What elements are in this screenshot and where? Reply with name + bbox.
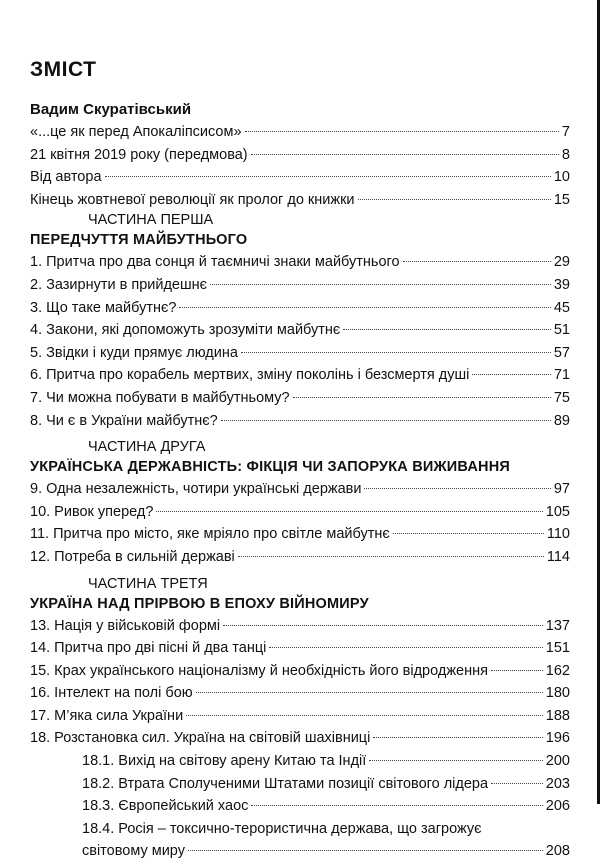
toc-page-number: 162	[545, 662, 570, 679]
toc-entry-text: 9. Одна незалежність, чотири українські держави	[30, 481, 362, 498]
toc-entry	[30, 682, 570, 705]
dot-leader	[196, 692, 543, 693]
toc-page-number: 200	[545, 753, 570, 770]
dot-leader	[358, 199, 551, 200]
dot-leader	[293, 397, 551, 398]
part-heading: ПЕРЕДЧУТТЯ МАЙБУТНЬОГО	[30, 232, 248, 249]
dot-leader	[472, 374, 551, 375]
toc-entry	[30, 166, 570, 189]
toc-entry	[30, 795, 570, 818]
toc-entry	[30, 637, 570, 660]
toc-entry	[30, 546, 570, 569]
toc-page-number: 180	[545, 685, 570, 702]
toc-page-number: 71	[553, 367, 570, 384]
toc-page-number: 7	[561, 124, 570, 140]
toc-entry	[30, 121, 570, 144]
toc-entry-text: Від автора	[30, 169, 102, 186]
toc-page-number: 208	[545, 843, 570, 860]
toc-entry-text: Кінець жовтневої революції як пролог до книжки	[30, 191, 355, 208]
toc-entry-text: 11. Притча про місто, яке мріяло про світле майбутнє	[30, 526, 390, 543]
part3-list	[30, 615, 570, 751]
toc-entry-text: 13. Нація у військовій формі	[30, 617, 221, 634]
dot-leader	[393, 533, 544, 534]
toc-entry-text: 3. Що таке майбутнє?	[30, 299, 177, 316]
toc-entry	[30, 387, 570, 410]
toc-entry-text: 12. Потреба в сильній державі	[30, 548, 235, 565]
dot-leader	[369, 760, 543, 761]
dot-leader	[238, 556, 544, 557]
toc-entry-text: 14. Притча про дві пісні й два танці	[30, 640, 267, 657]
toc-entry	[30, 840, 570, 863]
toc-page-number: 10	[553, 169, 570, 186]
toc-page-number: 114	[546, 548, 570, 565]
toc-page-number: 51	[553, 322, 570, 339]
toc-entry	[30, 251, 570, 274]
dot-leader	[491, 783, 543, 784]
toc-page-number: 45	[553, 299, 570, 316]
toc-page-number: 137	[545, 617, 570, 634]
toc-page-number: 203	[545, 775, 570, 792]
part-label: ЧАСТИНА ДРУГА	[88, 439, 206, 456]
dot-leader	[105, 176, 551, 177]
author-name: Вадим Скуратівський	[30, 101, 192, 118]
toc-page-number: 75	[553, 389, 570, 406]
dot-leader	[251, 805, 542, 806]
toc-entry	[30, 478, 570, 501]
part2-list	[30, 478, 570, 568]
toc-page-number: 29	[553, 254, 570, 271]
toc-page-number: 105	[545, 503, 570, 520]
toc-entry-text: 10. Ривок уперед?	[30, 503, 154, 520]
front-matter-list	[30, 121, 570, 211]
toc-entry	[30, 189, 570, 212]
dot-leader	[186, 715, 543, 716]
toc-entry	[30, 410, 570, 433]
toc-entry	[30, 364, 570, 387]
toc-page-number: 57	[553, 344, 570, 361]
toc-entry	[30, 319, 570, 342]
toc-page-number: 15	[553, 191, 570, 208]
dot-leader	[223, 625, 543, 626]
toc-entry-text: 8. Чи є в України майбутнє?	[30, 412, 218, 429]
part-heading: УКРАЇНА НАД ПРІРВОЮ В ЕПОХУ ВІЙНОМИРУ	[30, 595, 369, 612]
toc-entry	[30, 705, 570, 728]
toc-entry	[30, 501, 570, 524]
toc-entry-text: 6. Притча про корабель мертвих, зміну поколінь і безсмертя душі	[30, 367, 470, 384]
part1-list	[30, 251, 570, 432]
toc-page-number: 110	[546, 526, 570, 543]
toc-entry-text: 7. Чи можна побувати в майбутньому?	[30, 389, 290, 406]
toc-entry-text: 16. Інтелект на полі бою	[30, 685, 193, 702]
toc-page-number: 39	[553, 276, 570, 293]
dot-leader	[210, 284, 551, 285]
toc-page-number: 151	[545, 640, 570, 657]
toc-entry-text: 18.2. Втрата Сполученими Штатами позиції світового лідера	[82, 775, 489, 792]
toc-entry	[30, 342, 570, 365]
dot-leader	[343, 329, 551, 330]
toc-entry	[30, 773, 570, 796]
dot-leader	[491, 670, 543, 671]
dot-leader	[269, 647, 542, 648]
dot-leader	[156, 511, 542, 512]
toc-entry-text: 18. Розстановка сил. Україна на світовій шахівниці	[30, 730, 371, 747]
dot-leader	[221, 420, 551, 421]
toc-entry	[30, 297, 570, 320]
part-label: ЧАСТИНА ПЕРША	[88, 212, 214, 229]
toc-entry	[30, 144, 570, 167]
toc-entry-text: 21 квітня 2019 року (передмова)	[30, 146, 248, 163]
toc-page-number: 89	[553, 412, 570, 429]
toc-entry	[30, 523, 570, 546]
dot-leader	[364, 488, 550, 489]
dot-leader	[251, 154, 559, 155]
part-label: ЧАСТИНА ТРЕТЯ	[88, 575, 208, 592]
toc-entry-text: світовому миру	[82, 843, 185, 860]
toc-entry-text: 17. М’яка сила України	[30, 707, 184, 724]
toc-entry-text: 18.1. Вихід на світову арену Китаю та Індії	[82, 753, 367, 770]
dot-leader	[188, 850, 543, 851]
toc-entry-text: 18.4. Росія – токсично-терористична держава, що загрожує	[82, 820, 482, 837]
part3-sublist	[30, 750, 570, 818]
toc-entry-text: 18.3. Європейський хаос	[82, 798, 249, 815]
toc-page-number: 206	[545, 798, 570, 815]
toc-entry-text: 4. Закони, які допоможуть зрозуміти майбутнє	[30, 322, 341, 339]
toc-entry	[30, 274, 570, 297]
toc-entry-text: «...це як перед Апокаліпсисом»	[30, 124, 242, 140]
toc-page-number: 188	[545, 707, 570, 724]
dot-leader	[241, 352, 551, 353]
toc-entry	[30, 615, 570, 638]
toc-entry	[30, 750, 570, 773]
part-heading: УКРАЇНСЬКА ДЕРЖАВНІСТЬ: ФІКЦІЯ ЧИ ЗАПОРУКА ВИЖИВАННЯ	[30, 459, 511, 476]
toc-entry	[30, 660, 570, 683]
toc-entry-text: 1. Притча про два сонця й таємничі знаки майбутнього	[30, 254, 400, 271]
toc-entry-text: 5. Звідки і куди прямує людина	[30, 344, 238, 361]
toc-page-number: 8	[561, 146, 570, 163]
dot-leader	[245, 131, 559, 132]
toc-page-number: 196	[545, 730, 570, 747]
toc-page-number: 97	[553, 481, 570, 498]
dot-leader	[179, 307, 550, 308]
dot-leader	[403, 261, 551, 262]
toc-entry	[30, 727, 570, 750]
page-title: ЗМІСТ	[30, 58, 97, 81]
table-of-contents	[30, 58, 570, 863]
toc-entry-text: 2. Зазирнути в прийдешнє	[30, 276, 208, 293]
dot-leader	[373, 737, 542, 738]
toc-entry-text: 15. Крах українського націоналізму й необхідність його відродження	[30, 662, 488, 679]
